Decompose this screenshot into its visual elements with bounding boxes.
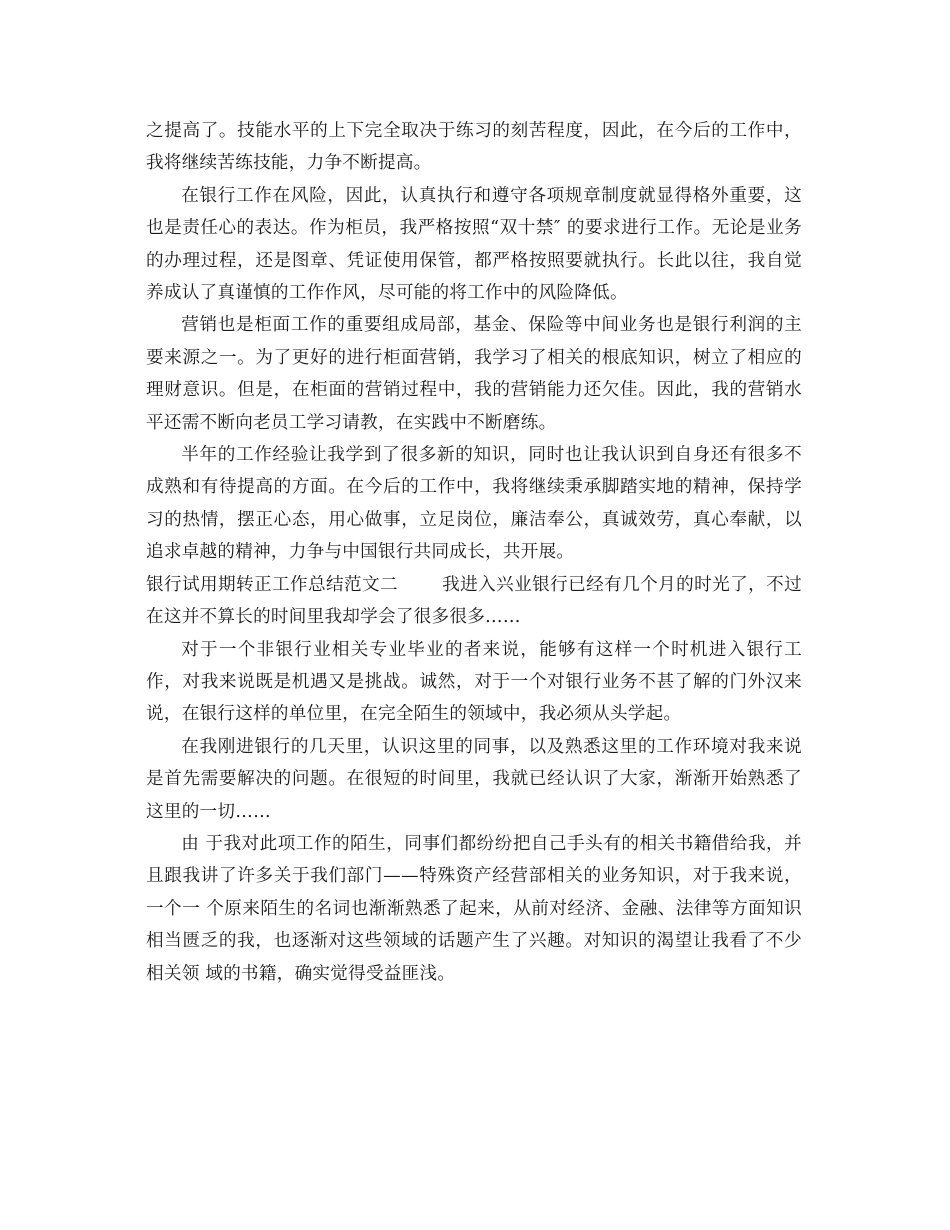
paragraph-opportunity: 对于一个非银行业相关专业毕业的者来说，能够有这样一个时机进入银行工作，对我来说既是机遇又是挑战。诚然，对于一个对银行业务不甚了解的门外汉来说，在银行这样的单位里，在完全陌生的领域中，我必须从头学起。 [146, 639, 802, 725]
section-title: 银行试用期转正工作总结范文二 [146, 574, 398, 595]
section-heading-paragraph [146, 569, 802, 634]
document-body [146, 115, 802, 990]
paragraph-marketing: 营销也是柜面工作的重要组成局部，基金、保险等中间业务也是银行利润的主要来源之一。为了更好的进行柜面营销，我学习了相关的根底知识，树立了相应的理财意识。但是，在柜面的营销过程中，我的营销能力还欠佳。因此，我的营销水平还需不断向老员工学习请教，在实践中不断磨练。 [146, 315, 802, 433]
paragraph-risk: 在银行工作在风险，因此，认真执行和遵守各项规章制度就显得格外重要，这也是责任心的表达。作为柜员，我严格按照“双十禁″ 的要求进行工作。无论是业务的办理过程，还是图章、凭证使用保管，都严格按照要就执行。长此以往，我自觉养成认了真谨慎的工作作风，尽可能的将工作中的风险降低。 [146, 185, 802, 304]
section-lead: 我进入兴业银行已经有几个月的时光了，不过在这并不算长的时间里我却学会了很多很多…… [146, 574, 802, 628]
paragraph-first-days: 在我刚进银行的几天里，认识这里的同事，以及熟悉这里的工作环境对我来说是首先需要解决的问题。在很短的时间里，我就已经认识了大家，渐渐开始熟悉了这里的一切…… [146, 736, 802, 822]
paragraph-learning: 由 于我对此项工作的陌生，同事们都纷纷把自己手头有的相关书籍借给我，并且跟我讲了许多关于我们部门——特殊资产经营部相关的业务知识，对于我来说，一个一 个原来陌生的名词也渐渐熟悉了起来，从前对经济、金融、法律等方面知识相当匮乏的我，也逐渐对这些领域的话题产生了兴趣。对知识的渴望让我看了不少相关领 域的书籍，确实觉得受益匪浅。 [146, 833, 802, 984]
paragraph-half-year: 半年的工作经验让我学到了很多新的知识，同时也让我认识到自身还有很多不成熟和有待提高的方面。在今后的工作中，我将继续秉承脚踏实地的精神，保持学习的热情，摆正心态，用心做事，立足岗位，廉洁奉公，真诚效劳，真心奉献，以追求卓越的精神，力争与中国银行共同成长，共开展。 [146, 445, 802, 563]
paragraph-continuation: 之提高了。技能水平的上下完全取决于练习的刻苦程度，因此，在今后的工作中，我将继续苦练技能，力争不断提高。 [146, 121, 802, 174]
